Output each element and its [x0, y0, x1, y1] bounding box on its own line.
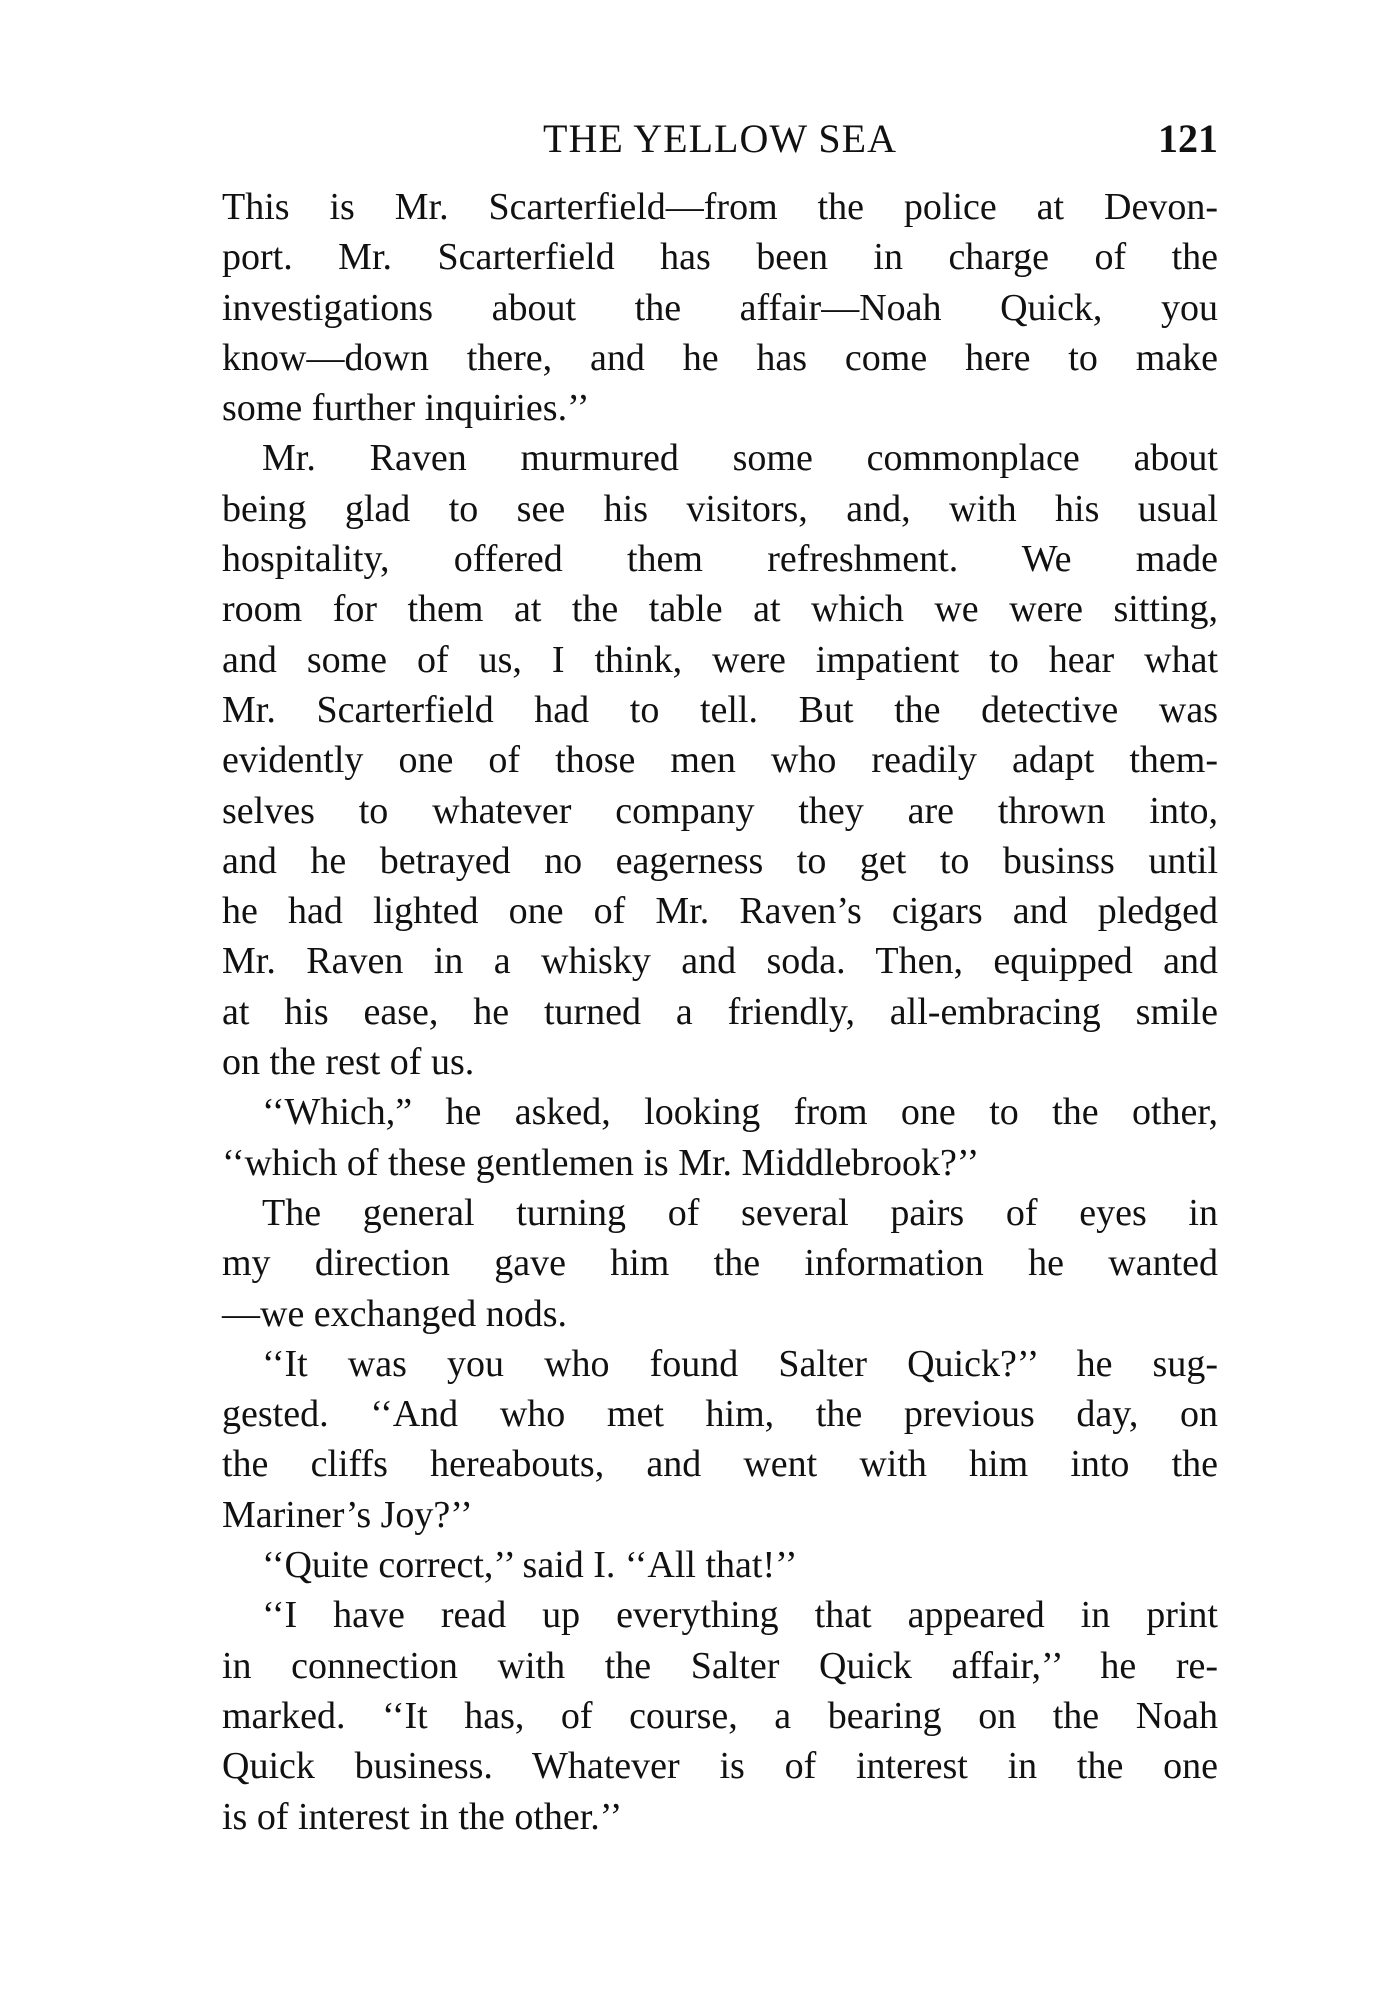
running-head	[222, 112, 1218, 166]
text-line: Mr. Raven murmured some commonplace about	[262, 437, 1218, 480]
page-number: 121	[1158, 116, 1218, 161]
text-line: at his ease, he turned a friendly, all-embracing smile	[222, 990, 1218, 1033]
text-line: ‘‘Which,” he asked, looking from one to the other,	[262, 1091, 1218, 1134]
running-title: THE YELLOW SEA	[543, 116, 897, 161]
text-line: and he betrayed no eagerness to get to businss until	[222, 839, 1218, 882]
text-line: Mr. Scarterfield had to tell. But the detective was	[222, 688, 1218, 731]
text-line: This is Mr. Scarterfield—from the police at Devon-	[222, 186, 1218, 228]
text-line: Mr. Raven in a whisky and soda. Then, equipped and	[222, 940, 1218, 983]
text-line: room for them at the table at which we were sitting,	[222, 588, 1218, 631]
text-line: and some of us, I think, were impatient to hear what	[222, 638, 1218, 681]
text-line: the cliffs hereabouts, and went with him into the	[222, 1443, 1218, 1486]
text-line: being glad to see his visitors, and, with his usual	[222, 487, 1218, 530]
text-line: my direction gave him the information he wanted	[222, 1242, 1218, 1285]
text-line: Mariner’s Joy?’’	[222, 1493, 473, 1536]
text-line: marked. ‘‘It has, of course, a bearing on the Noah	[222, 1694, 1218, 1737]
text-line: Quick business. Whatever is of interest in the one	[222, 1745, 1218, 1788]
text-line: evidently one of those men who readily adapt them-	[222, 739, 1218, 782]
text-line: in connection with the Salter Quick affair,’’ he re-	[222, 1644, 1218, 1687]
text-line: selves to whatever company they are thrown into,	[222, 789, 1218, 832]
body-text	[222, 182, 1218, 1842]
text-line: —we exchanged nods.	[222, 1292, 568, 1335]
text-line: ‘‘I have read up everything that appeared in print	[262, 1594, 1218, 1637]
text-line: ‘‘which of these gentlemen is Mr. Middlebrook?’’	[222, 1141, 980, 1184]
text-line: investigations about the affair—Noah Quick, you	[222, 286, 1218, 329]
text-line: gested. ‘‘And who met him, the previous day, on	[222, 1393, 1218, 1436]
text-line: he had lighted one of Mr. Raven’s cigars and pledged	[222, 890, 1218, 933]
text-line: port. Mr. Scarterfield has been in charge of the	[222, 236, 1218, 279]
text-line: know—down there, and he has come here to make	[222, 336, 1218, 379]
text-line: The general turning of several pairs of eyes in	[262, 1191, 1218, 1234]
text-line: ‘‘It was you who found Salter Quick?’’ he sug-	[262, 1342, 1218, 1385]
text-line: hospitality, offered them refreshment. We made	[222, 538, 1218, 581]
text-line: some further inquiries.’’	[222, 387, 590, 430]
text-line: ‘‘Quite correct,’’ said I. ‘‘All that!’’	[262, 1544, 798, 1587]
text-line: on the rest of us.	[222, 1041, 475, 1084]
text-line: is of interest in the other.’’	[222, 1795, 623, 1838]
